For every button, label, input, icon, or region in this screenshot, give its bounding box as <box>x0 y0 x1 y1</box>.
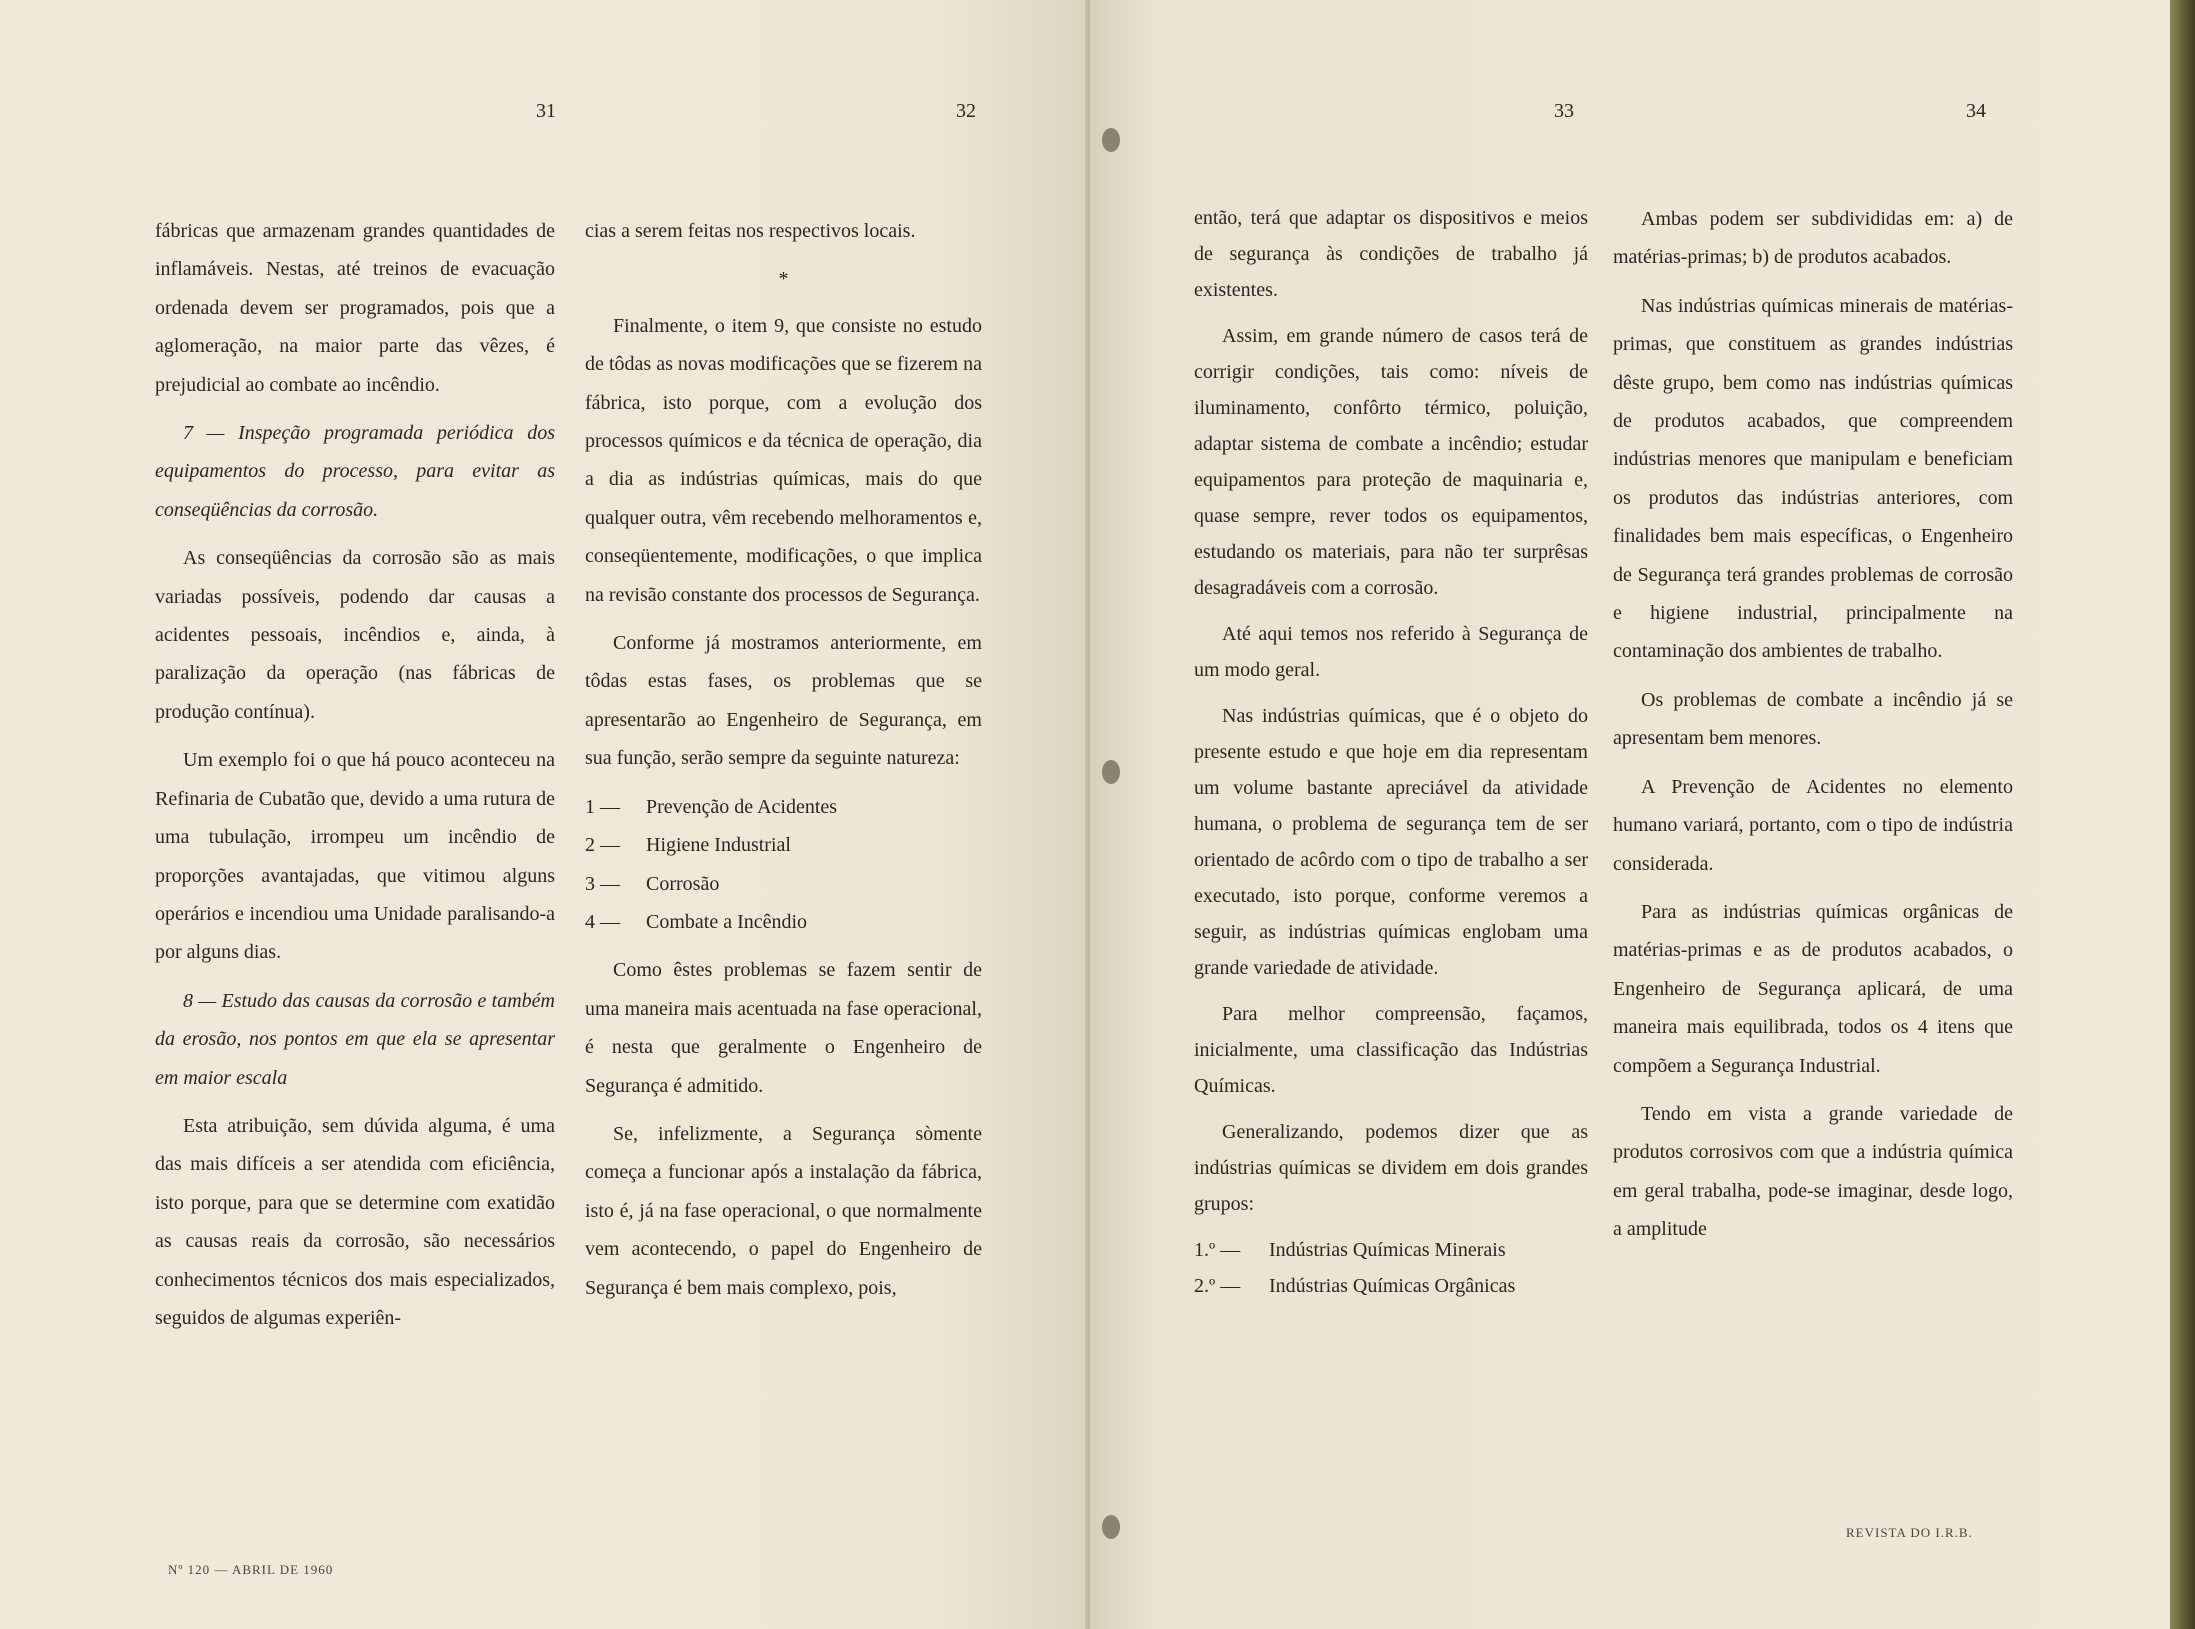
paragraph: Como êstes problemas se fazem sentir de uma maneira mais acentuada na fase operacional, é nesta que geralmente o Engenheiro de Segurança é admitido. <box>585 959 982 1097</box>
paragraph: Finalmente, o item 9, que consiste no estudo de tôdas as novas modificações que se fizerem na fábrica, isto porque, com a evolução dos processos químicos e da técnica de operação, dia a dia as indústrias químicas, mais do que qualquer outra, vêm recebendo melhoramentos e, conseqüentemente, modificações, o que implica na revisão constante dos processos de Segurança. <box>585 314 982 606</box>
right-page <box>1090 0 2170 1629</box>
list-item: 1.º — Indústrias Químicas Minerais <box>1194 1239 1506 1261</box>
footer-journal: REVISTA DO I.R.B. <box>1846 1525 1973 1540</box>
list-item: 2 — Higiene Industrial <box>585 834 791 857</box>
paragraph: Esta atribuição, sem dúvida alguma, é uma das mais difíceis a ser atendida com eficiência, isto porque, para que se determine com exatidão as causas reais da corrosão, são necessários conhecimentos técnicos dos mais especializados, seguidos de algumas experiên- <box>155 1114 555 1329</box>
numbered-list <box>585 788 982 942</box>
paragraph: Para melhor compreensão, façamos, inicialmente, uma classificação das Indústrias Químicas. <box>1194 1003 1588 1097</box>
background-edge <box>2170 0 2195 1629</box>
paragraph: Para as indústrias químicas orgânicas de matérias-primas e as de produtos acabados, o Engenheiro de Segurança aplicará, de uma maneira mais equilibrada, todos os 4 itens que compõem a Segurança Industrial. <box>1613 900 2013 1077</box>
page-number-31: 31 <box>536 100 556 122</box>
list-item: 4 — Combate a Incêndio <box>585 910 808 933</box>
paragraph: Conforme já mostramos anteriormente, em tôdas estas fases, os problemas que se apresentarão ao Engenheiro de Segurança, em sua função, serão sempre da seguinte natureza: <box>585 632 982 770</box>
paragraph: Nas indústrias químicas minerais de matérias-primas, que constituem as grandes indústrias dêste grupo, bem como nas indústrias químicas de produtos acabados, que compreendem indústrias menores que manipulam e beneficiam os produtos das indústrias anteriores, com finalidades bem mais específicas, o Engenheiro de Segurança terá grandes problemas de corrosão e higiene industrial, principalmente na contaminação dos ambientes de trabalho. <box>1613 294 2013 663</box>
page-number-33: 33 <box>1554 100 1574 122</box>
column-page-33 <box>1194 200 1588 1314</box>
section-heading-7: 7 — Inspeção programada periódica dos equipamentos do processo, para evitar as conseqüências da corrosão. <box>155 422 555 521</box>
binding-hole <box>1102 760 1120 784</box>
column-page-34 <box>1613 200 2013 1259</box>
list-item: 1 — Prevenção de Acidentes <box>585 795 838 818</box>
section-heading-8: 8 — Estudo das causas da corrosão e também da erosão, nos pontos em que ela se apresentar em maior escala <box>155 989 555 1089</box>
list-item: 3 — Corrosão <box>585 872 720 895</box>
left-page <box>0 0 1090 1629</box>
paragraph: Generalizando, podemos dizer que as indústrias químicas se dividem em dois grandes grupos: <box>1194 1121 1588 1215</box>
page-number-32: 32 <box>956 100 976 122</box>
column-page-31 <box>155 212 555 1347</box>
paragraph: Um exemplo foi o que há pouco aconteceu na Refinaria de Cubatão que, devido a uma rutura de uma tubulação, irrompeu um incêndio de proporções avantajadas, que vitimou alguns operários e incendiou uma Unidade paralisando-a por alguns dias. <box>155 749 555 964</box>
paragraph: fábricas que armazenam grandes quantidades de inflamáveis. Nestas, até treinos de evacuação ordenada devem ser programados, pois que a aglomeração, na maior parte das vêzes, é prejudicial ao combate ao incêndio. <box>155 220 555 396</box>
page-number-34: 34 <box>1966 100 1986 122</box>
numbered-list <box>1194 1232 1588 1304</box>
paragraph: Assim, em grande número de casos terá de corrigir condições, tais como: níveis de iluminamento, confôrto térmico, poluição, adaptar sistema de combate a incêndio; estudar equipamentos para proteção de maquinaria e, quase sempre, rever todos os equipamentos, estudando os materiais, para não ter surprêsas desagradáveis com a corrosão. <box>1194 325 1588 599</box>
binding-hole <box>1102 128 1120 152</box>
separator-asterisk: * <box>778 268 789 291</box>
paragraph: então, terá que adaptar os dispositivos e meios de segurança às condições de trabalho já existentes. <box>1194 207 1588 301</box>
list-item: 2.º — Indústrias Químicas Orgânicas <box>1194 1275 1516 1297</box>
paragraph: As conseqüências da corrosão são as mais variadas possíveis, podendo dar causas a acidentes pessoais, incêndios e, ainda, à paralização da operação (nas fábricas de produção contínua). <box>155 547 555 723</box>
footer-issue: Nº 120 — ABRIL DE 1960 <box>168 1562 334 1577</box>
paragraph: Ambas podem ser subdivididas em: a) de matérias-primas; b) de produtos acabados. <box>1613 208 2013 269</box>
paragraph: Os problemas de combate a incêndio já se apresentam bem menores. <box>1613 688 2013 750</box>
paragraph: Nas indústrias químicas, que é o objeto do presente estudo e que hoje em dia representam um volume bastante apreciável da atividade humana, o problema de segurança tem de ser orientado de acôrdo com o tipo de trabalho a ser executado, isto porque, conforme veremos a seguir, as indústrias químicas englobam uma grande variedade de atividade. <box>1194 705 1588 979</box>
column-page-32 <box>585 212 982 1317</box>
paragraph: Se, infelizmente, a Segurança sòmente começa a funcionar após a instalação da fábrica, isto é, já na fase operacional, o que normalmente vem acontecendo, o papel do Engenheiro de Segurança é bem mais complexo, pois, <box>585 1122 982 1299</box>
binding-hole <box>1102 1515 1120 1539</box>
paragraph: cias a serem feitas nos respectivos locais. <box>585 220 916 242</box>
paragraph: Tendo em vista a grande variedade de produtos corrosivos com que a indústria química em geral trabalha, pode-se imaginar, desde logo, a amplitude <box>1613 1102 2013 1241</box>
paragraph: Até aqui temos nos referido à Segurança de um modo geral. <box>1194 623 1588 681</box>
paragraph: A Prevenção de Acidentes no elemento humano variará, portanto, com o tipo de indústria considerada. <box>1613 775 2013 875</box>
